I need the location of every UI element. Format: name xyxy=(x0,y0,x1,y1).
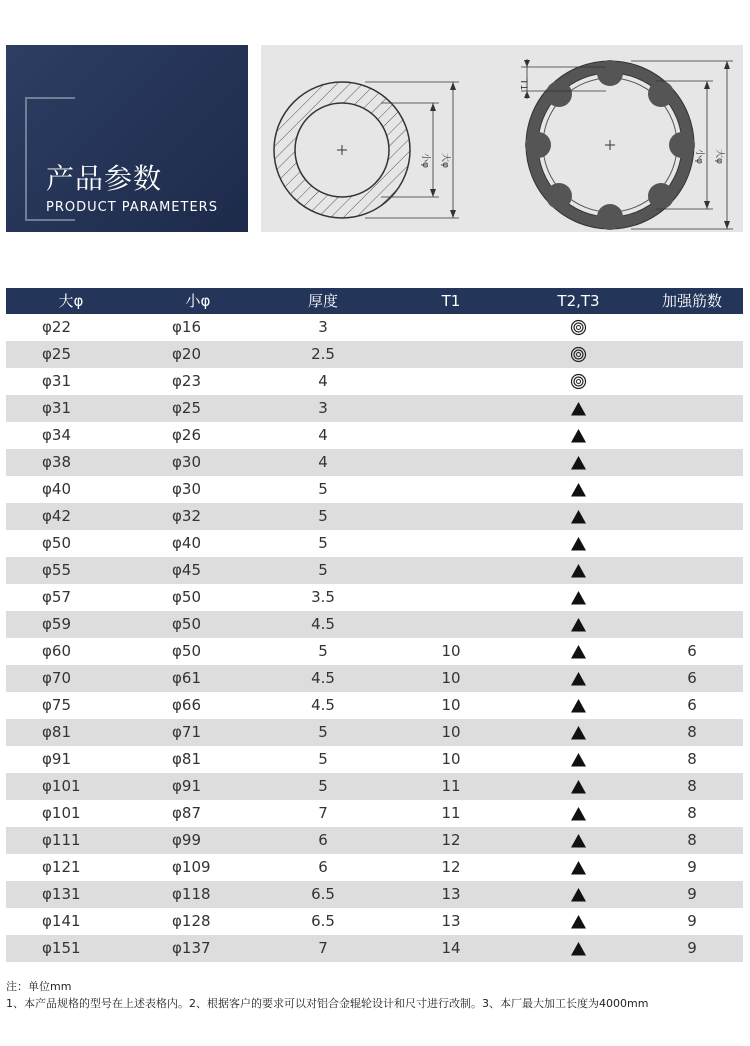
cell-big-phi: φ81 xyxy=(42,723,71,741)
triangle-icon xyxy=(565,665,592,692)
cell-big-phi: φ101 xyxy=(42,804,81,822)
big-phi-label: 大φ xyxy=(440,153,450,168)
remarks-note: 1、本产品规格的型号在上述表格内。2、根据客户的要求可以对铝合金辊轮设计和尺寸进行改制。3、本厂最大加工长度为4000mm xyxy=(6,997,649,1010)
banner-title-cn: 产品参数 xyxy=(46,162,163,195)
cell-t1: 10 xyxy=(441,696,461,714)
cell-big-phi: φ111 xyxy=(42,831,81,849)
table-header xyxy=(6,288,743,314)
cell-thickness: 4.5 xyxy=(311,696,335,714)
parameter-table xyxy=(6,288,743,962)
cell-t1 xyxy=(386,557,516,584)
cell-t1: 12 xyxy=(441,831,461,849)
cell-t1 xyxy=(386,449,516,476)
triangle-icon xyxy=(565,800,592,827)
ribbed-tube-section xyxy=(518,59,733,230)
cell-t2-t3 xyxy=(516,638,641,665)
table-row xyxy=(6,719,743,746)
table-row xyxy=(6,935,743,962)
table-body xyxy=(6,314,743,962)
cell-rib-count xyxy=(641,530,743,557)
cell-small-phi: φ30 xyxy=(172,453,201,471)
cell-t1 xyxy=(386,503,516,530)
cell-t1 xyxy=(386,341,516,368)
cell-t1: 14 xyxy=(441,939,461,957)
cell-small-phi: φ128 xyxy=(172,912,211,930)
cell-big-phi: φ75 xyxy=(42,696,71,714)
triangle-icon xyxy=(565,395,592,422)
triangle-icon xyxy=(565,935,592,962)
cell-thickness: 6.5 xyxy=(311,912,335,930)
triangle-icon xyxy=(565,773,592,800)
cell-t1: 10 xyxy=(441,750,461,768)
cell-small-phi: φ30 xyxy=(172,480,201,498)
cell-t2-t3 xyxy=(516,881,641,908)
cell-big-phi: φ25 xyxy=(42,345,71,363)
cell-thickness: 5 xyxy=(318,480,328,498)
cell-t2-t3 xyxy=(516,692,641,719)
triangle-icon xyxy=(565,584,592,611)
cell-t2-t3 xyxy=(516,476,641,503)
title-banner xyxy=(6,45,248,232)
triangle-icon xyxy=(565,449,592,476)
cell-thickness: 4 xyxy=(318,372,328,390)
triangle-icon xyxy=(565,881,592,908)
cell-small-phi: φ40 xyxy=(172,534,201,552)
header-t1: T1 xyxy=(441,292,461,310)
cell-t2-t3 xyxy=(516,341,641,368)
cell-rib-count: 8 xyxy=(687,804,697,822)
cell-small-phi: φ109 xyxy=(172,858,211,876)
cell-t2-t3 xyxy=(516,908,641,935)
cell-t2-t3 xyxy=(516,935,641,962)
cell-small-phi: φ50 xyxy=(172,588,201,606)
cell-big-phi: φ60 xyxy=(42,642,71,660)
round-tube-section xyxy=(274,82,459,218)
cell-rib-count: 8 xyxy=(687,750,697,768)
cell-t1: 12 xyxy=(441,858,461,876)
unit-note: 注：单位mm xyxy=(6,980,72,993)
cell-big-phi: φ141 xyxy=(42,912,81,930)
header-thickness: 厚度 xyxy=(307,292,338,310)
table-row xyxy=(6,476,743,503)
cell-small-phi: φ32 xyxy=(172,507,201,525)
cell-thickness: 6 xyxy=(318,831,328,849)
cell-thickness: 4 xyxy=(318,453,328,471)
cell-thickness: 2.5 xyxy=(311,345,335,363)
header-rib-count: 加强筋数 xyxy=(661,292,722,310)
table-row xyxy=(6,773,743,800)
triangle-icon xyxy=(565,557,592,584)
triangle-icon xyxy=(565,530,592,557)
table-row xyxy=(6,827,743,854)
cell-t1 xyxy=(386,611,516,638)
table-row xyxy=(6,314,743,341)
cell-thickness: 7 xyxy=(318,804,328,822)
cell-small-phi: φ16 xyxy=(172,318,201,336)
triangle-icon xyxy=(565,638,592,665)
cell-t1 xyxy=(386,422,516,449)
table-row xyxy=(6,746,743,773)
cell-t1 xyxy=(386,476,516,503)
cross-section-svg xyxy=(261,45,743,232)
cell-rib-count: 9 xyxy=(687,912,697,930)
cell-t2-t3 xyxy=(516,854,641,881)
ribbed-small-phi-label: 小φ xyxy=(694,149,704,164)
cell-rib-count: 6 xyxy=(687,642,697,660)
cell-small-phi: φ81 xyxy=(172,750,201,768)
cell-thickness: 4.5 xyxy=(311,615,335,633)
cell-small-phi: φ45 xyxy=(172,561,201,579)
table-row xyxy=(6,665,743,692)
cell-t1: 10 xyxy=(441,723,461,741)
table-row xyxy=(6,800,743,827)
cell-big-phi: φ42 xyxy=(42,507,71,525)
double-circle-icon xyxy=(565,314,592,341)
cell-rib-count xyxy=(641,422,743,449)
banner-title-en: PRODUCT PARAMETERS xyxy=(46,200,218,215)
cell-t2-t3 xyxy=(516,368,641,395)
cell-t2-t3 xyxy=(516,422,641,449)
cell-big-phi: φ131 xyxy=(42,885,81,903)
cell-big-phi: φ34 xyxy=(42,426,71,444)
triangle-icon xyxy=(565,476,592,503)
ribbed-big-phi-label: 大φ xyxy=(714,149,724,164)
table-row xyxy=(6,449,743,476)
header-t2-t3: T2,T3 xyxy=(557,292,600,310)
table-row xyxy=(6,422,743,449)
cell-thickness: 5 xyxy=(318,777,328,795)
cell-thickness: 5 xyxy=(318,534,328,552)
table-row xyxy=(6,341,743,368)
cell-big-phi: φ70 xyxy=(42,669,71,687)
cell-thickness: 4.5 xyxy=(311,669,335,687)
cell-t2-t3 xyxy=(516,719,641,746)
cell-big-phi: φ91 xyxy=(42,750,71,768)
cell-t1 xyxy=(386,530,516,557)
cell-thickness: 6 xyxy=(318,858,328,876)
notes xyxy=(6,978,648,1012)
cell-thickness: 5 xyxy=(318,750,328,768)
table-row xyxy=(6,395,743,422)
cell-big-phi: φ121 xyxy=(42,858,81,876)
cell-rib-count xyxy=(641,314,743,341)
cell-big-phi: φ101 xyxy=(42,777,81,795)
cell-t2-t3 xyxy=(516,773,641,800)
cell-big-phi: φ22 xyxy=(42,318,71,336)
cell-big-phi: φ151 xyxy=(42,939,81,957)
cell-thickness: 4 xyxy=(318,426,328,444)
cell-thickness: 7 xyxy=(318,939,328,957)
cell-t2-t3 xyxy=(516,827,641,854)
cell-t2-t3 xyxy=(516,503,641,530)
cell-big-phi: φ50 xyxy=(42,534,71,552)
triangle-icon xyxy=(565,908,592,935)
cell-t2-t3 xyxy=(516,314,641,341)
cell-rib-count: 6 xyxy=(687,696,697,714)
cell-t2-t3 xyxy=(516,800,641,827)
cell-rib-count xyxy=(641,368,743,395)
triangle-icon xyxy=(565,422,592,449)
cell-rib-count xyxy=(641,341,743,368)
table-row xyxy=(6,881,743,908)
cell-thickness: 5 xyxy=(318,642,328,660)
table-row xyxy=(6,908,743,935)
double-circle-icon xyxy=(565,368,592,395)
cell-t1 xyxy=(386,584,516,611)
small-phi-label: 小φ xyxy=(420,153,430,168)
cell-rib-count: 9 xyxy=(687,858,697,876)
cell-small-phi: φ99 xyxy=(172,831,201,849)
cell-small-phi: φ118 xyxy=(172,885,211,903)
cell-t2-t3 xyxy=(516,530,641,557)
cell-t2-t3 xyxy=(516,746,641,773)
cell-rib-count: 8 xyxy=(687,777,697,795)
table-row xyxy=(6,557,743,584)
cell-thickness: 3 xyxy=(318,318,328,336)
table-row xyxy=(6,692,743,719)
cell-rib-count xyxy=(641,503,743,530)
table-row xyxy=(6,584,743,611)
cell-small-phi: φ71 xyxy=(172,723,201,741)
cell-t1: 10 xyxy=(441,642,461,660)
triangle-icon xyxy=(565,827,592,854)
header-small-phi: 小φ xyxy=(185,292,211,310)
cell-t2-t3 xyxy=(516,611,641,638)
cell-small-phi: φ50 xyxy=(172,642,201,660)
table-row xyxy=(6,638,743,665)
cell-rib-count: 8 xyxy=(687,723,697,741)
triangle-icon xyxy=(565,719,592,746)
cell-t1: 13 xyxy=(441,912,461,930)
cell-small-phi: φ20 xyxy=(172,345,201,363)
cell-big-phi: φ31 xyxy=(42,399,71,417)
triangle-icon xyxy=(565,611,592,638)
cell-rib-count: 8 xyxy=(687,831,697,849)
table-row xyxy=(6,530,743,557)
cell-t2-t3 xyxy=(516,665,641,692)
cell-thickness: 5 xyxy=(318,507,328,525)
triangle-icon xyxy=(565,692,592,719)
cell-t2-t3 xyxy=(516,584,641,611)
cell-small-phi: φ26 xyxy=(172,426,201,444)
cell-big-phi: φ55 xyxy=(42,561,71,579)
triangle-icon xyxy=(565,854,592,881)
cell-small-phi: φ137 xyxy=(172,939,211,957)
cell-small-phi: φ25 xyxy=(172,399,201,417)
cross-section-drawing xyxy=(261,45,743,232)
cell-t1: 11 xyxy=(441,777,461,795)
cell-t1: 10 xyxy=(441,669,461,687)
cell-t1 xyxy=(386,395,516,422)
cell-rib-count xyxy=(641,449,743,476)
cell-small-phi: φ61 xyxy=(172,669,201,687)
cell-small-phi: φ87 xyxy=(172,804,201,822)
table-row xyxy=(6,854,743,881)
cell-rib-count xyxy=(641,584,743,611)
cell-small-phi: φ91 xyxy=(172,777,201,795)
cell-big-phi: φ57 xyxy=(42,588,71,606)
cell-thickness: 3.5 xyxy=(311,588,335,606)
cell-thickness: 5 xyxy=(318,561,328,579)
table-row xyxy=(6,503,743,530)
cell-rib-count: 9 xyxy=(687,939,697,957)
cell-big-phi: φ38 xyxy=(42,453,71,471)
cell-big-phi: φ40 xyxy=(42,480,71,498)
cell-t2-t3 xyxy=(516,557,641,584)
header-big-phi: 大φ xyxy=(58,292,84,310)
cell-big-phi: φ59 xyxy=(42,615,71,633)
cell-thickness: 6.5 xyxy=(311,885,335,903)
table-row xyxy=(6,611,743,638)
cell-t1: 11 xyxy=(441,804,461,822)
cell-thickness: 3 xyxy=(318,399,328,417)
triangle-icon xyxy=(565,746,592,773)
cell-rib-count xyxy=(641,611,743,638)
triangle-icon xyxy=(565,503,592,530)
cell-rib-count xyxy=(641,395,743,422)
table-row xyxy=(6,368,743,395)
cell-rib-count: 9 xyxy=(687,885,697,903)
cell-t1 xyxy=(386,368,516,395)
cell-rib-count xyxy=(641,476,743,503)
cell-t2-t3 xyxy=(516,449,641,476)
cell-t2-t3 xyxy=(516,395,641,422)
cell-t1 xyxy=(386,314,516,341)
cell-big-phi: φ31 xyxy=(42,372,71,390)
cell-small-phi: φ23 xyxy=(172,372,201,390)
cell-small-phi: φ66 xyxy=(172,696,201,714)
t1-label: T1 xyxy=(518,79,528,91)
double-circle-icon xyxy=(565,341,592,368)
cell-small-phi: φ50 xyxy=(172,615,201,633)
cell-rib-count xyxy=(641,557,743,584)
cell-thickness: 5 xyxy=(318,723,328,741)
cell-rib-count: 6 xyxy=(687,669,697,687)
cell-t1: 13 xyxy=(441,885,461,903)
